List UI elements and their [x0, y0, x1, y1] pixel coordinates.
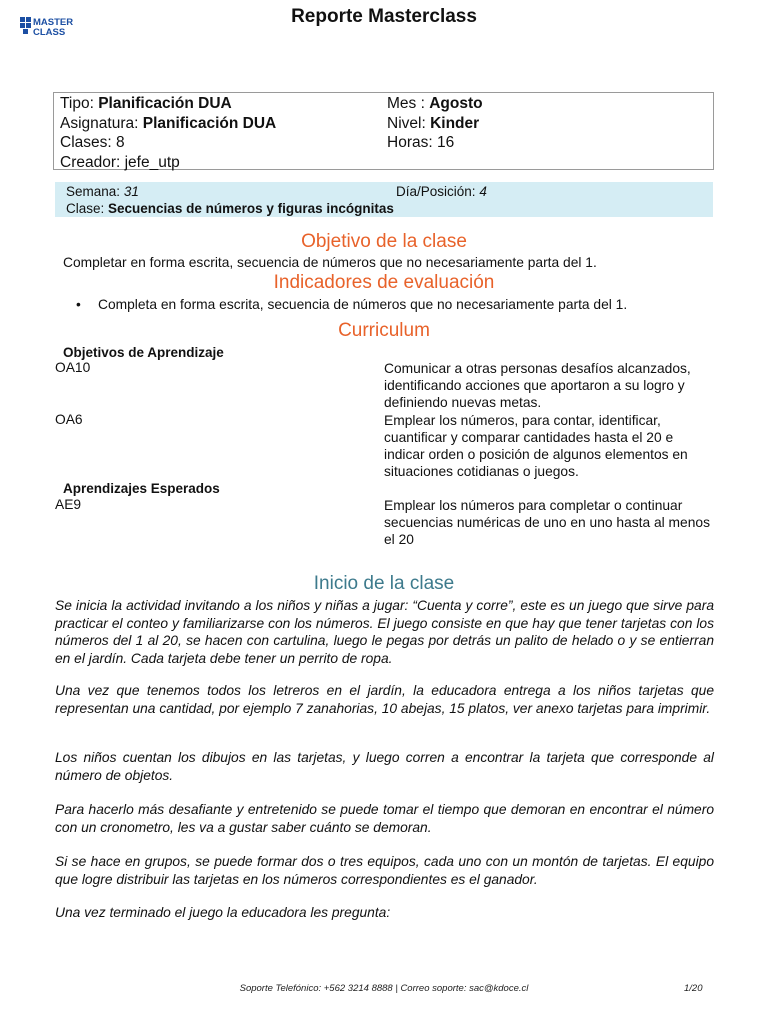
- dia-posicion-field: Día/Posición: 4: [396, 184, 487, 199]
- ae-code: AE9: [55, 497, 82, 512]
- page-title: Reporte Masterclass: [291, 6, 477, 27]
- class-info-box: [53, 92, 714, 170]
- info-left-column: [60, 94, 276, 172]
- semana-field: Semana: 31: [66, 184, 139, 199]
- indicador-item: Completa en forma escrita, secuencia de números que no necesariamente parta del 1.: [98, 297, 628, 312]
- indicador-bullet-icon: •: [76, 297, 81, 312]
- inicio-paragraph: Los niños cuentan los dibujos en las tarjetas, y luego corren a encontrar la tarjeta que corresponde al número de objetos.: [55, 750, 714, 783]
- svg-text:CLASS: CLASS: [33, 27, 66, 38]
- tipo-value: Planificación DUA: [98, 95, 232, 112]
- oa-description: Emplear los números, para contar, identificar, cuantificar y comparar cantidades hasta el 20 e indicar orden o posición de algunos elementos en situaciones cotidianas o juegos.: [384, 413, 688, 479]
- nivel-value: Kinder: [430, 114, 480, 132]
- aprendizajes-esperados-heading: Aprendizajes Esperados: [63, 481, 220, 496]
- indicadores-heading: Indicadores de evaluación: [273, 272, 495, 293]
- clases-row: Clases: 8: [60, 134, 125, 151]
- svg-text:MASTER: MASTER: [33, 17, 74, 28]
- objetivos-aprendizaje-heading: Objetivos de Aprendizaje: [63, 345, 224, 360]
- inicio-heading: Inicio de la clase: [313, 573, 455, 594]
- oa-code: OA10: [55, 360, 91, 375]
- inicio-paragraph: Si se hace en grupos, se puede formar dos o tres equipos, cada uno con un montón de tarjetas. El equipo que logre distribuir las tarjetas en los números correspondientes es el ganador.: [55, 854, 714, 887]
- week-band: [55, 182, 713, 217]
- inicio-paragraph: Para hacerlo más desafiante y entretenido se puede tomar el tiempo que demoran en encontrar el número con un cronometro, les va a gustar saber cuánto se demoran.: [55, 802, 714, 835]
- info-right-column: [387, 94, 483, 153]
- objetivo-text: Completar en forma escrita, secuencia de números que no necesariamente parta del 1.: [63, 255, 597, 270]
- mes-value: Agosto: [429, 95, 483, 112]
- creador-row: Creador: jefe_utp: [60, 153, 180, 171]
- footer-support-text: Soporte Telefónico: +562 3214 8888 | Correo soporte: sac@kdoce.cl: [239, 983, 529, 994]
- asignatura-value: Planificación DUA: [142, 114, 277, 132]
- objetivo-heading: Objetivo de la clase: [301, 231, 467, 252]
- ae-description: Emplear los números para completar o continuar secuencias numéricas de uno en uno hasta al menos el 20: [384, 498, 710, 547]
- horas-row: Horas: 16: [387, 134, 455, 151]
- clase-field: Clase: Secuencias de números y figuras incógnitas: [66, 201, 394, 216]
- inicio-paragraph: Una vez terminado el juego la educadora les pregunta:: [55, 905, 391, 920]
- inicio-paragraph: Una vez que tenemos todos los letreros en el jardín, la educadora entrega a los niños tarjetas que representan una cantidad, por ejemplo 7 zanahorias, 10 abejas, 15 platos, ver anexo tarjetas para imprimir.: [55, 683, 714, 716]
- mes-row: Mes : Agosto: [387, 95, 483, 112]
- inicio-paragraph: Se inicia la actividad invitando a los niños y niñas a jugar: “Cuenta y corre”, este es un juego que sirve para practicar el conteo y familiarizarse con los números. El juego consiste en que hay que tener tarjetas con los números del 1 al 20, se hacen con cartulina, luego le pegas por detrás un palito de helado o y se entierran en el jardín. Cada tarjeta debe tener un perrito de ropa.: [55, 598, 714, 666]
- oa-description: Comunicar a otras personas desafíos alcanzados, identificando acciones que aportaron a su logro y definiendo nuevas metas.: [384, 361, 691, 410]
- asignatura-row: Asignatura: Planificación DUA: [60, 114, 277, 132]
- page-number: 1/20: [684, 983, 703, 994]
- curriculum-heading: Curriculum: [338, 320, 430, 341]
- nivel-row: Nivel: Kinder: [387, 114, 480, 132]
- oa-code: OA6: [55, 412, 83, 427]
- tipo-row: Tipo: Planificación DUA: [60, 95, 232, 112]
